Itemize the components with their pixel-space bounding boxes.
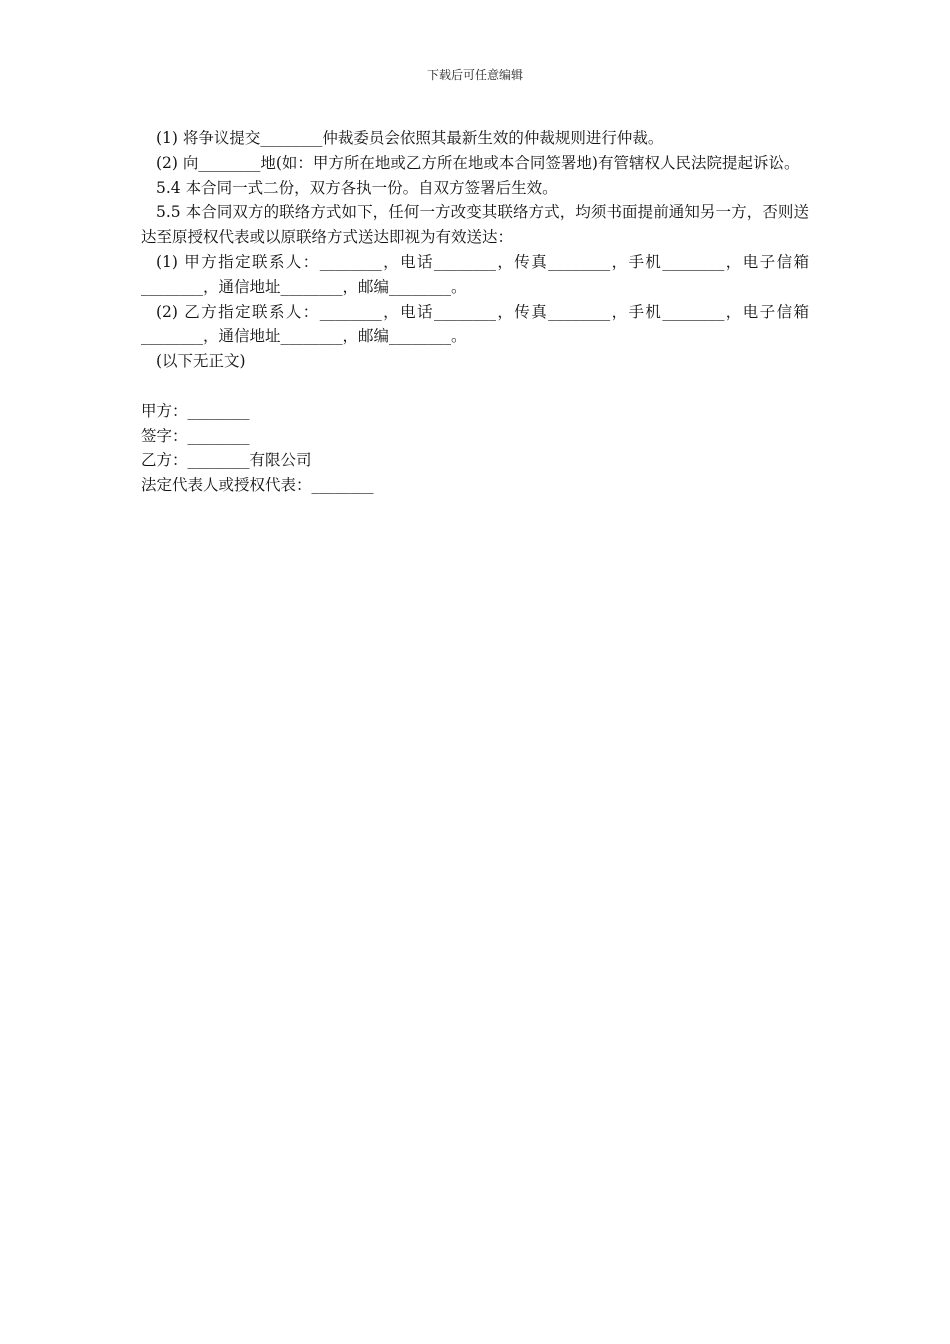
spacer <box>141 374 809 399</box>
no-further-text-note: (以下无正文) <box>156 352 246 371</box>
document-body <box>141 126 809 498</box>
clause-party-b-contact: (2) 乙方指定联系人：________，电话________，传真________，手机________，电子信箱________，通信地址________，邮编________。 <box>141 302 809 346</box>
signature-legal-representative: 法定代表人或授权代表：________ <box>141 476 374 495</box>
signature-sign: 签字：________ <box>141 426 250 445</box>
clause-arbitration: (1) 将争议提交________仲裁委员会依照其最新生效的仲裁规则进行仲裁。 <box>156 129 664 147</box>
clause-5-5: 5.5 本合同双方的联络方式如下，任何一方改变其联络方式，均须书面提前通知另一方，否则送达至原授权代表或以原联络方式送达即视为有效送达： <box>141 203 809 247</box>
clause-party-a-contact: (1) 甲方指定联系人：________，电话________，传真________，手机________，电子信箱________，通信地址________，邮编________。 <box>141 252 809 296</box>
signature-party-b: 乙方：________有限公司 <box>141 451 312 470</box>
page-header-note: 下载后可任意编辑 <box>426 68 523 82</box>
clause-litigation: (2) 向________地(如：甲方所在地或乙方所在地或本合同签署地)有管辖权人民法院提起诉讼。 <box>156 153 800 172</box>
signature-party-a: 甲方：________ <box>141 401 250 420</box>
clause-5-4: 5.4 本合同一式二份，双方各执一份。自双方签署后生效。 <box>156 178 558 197</box>
